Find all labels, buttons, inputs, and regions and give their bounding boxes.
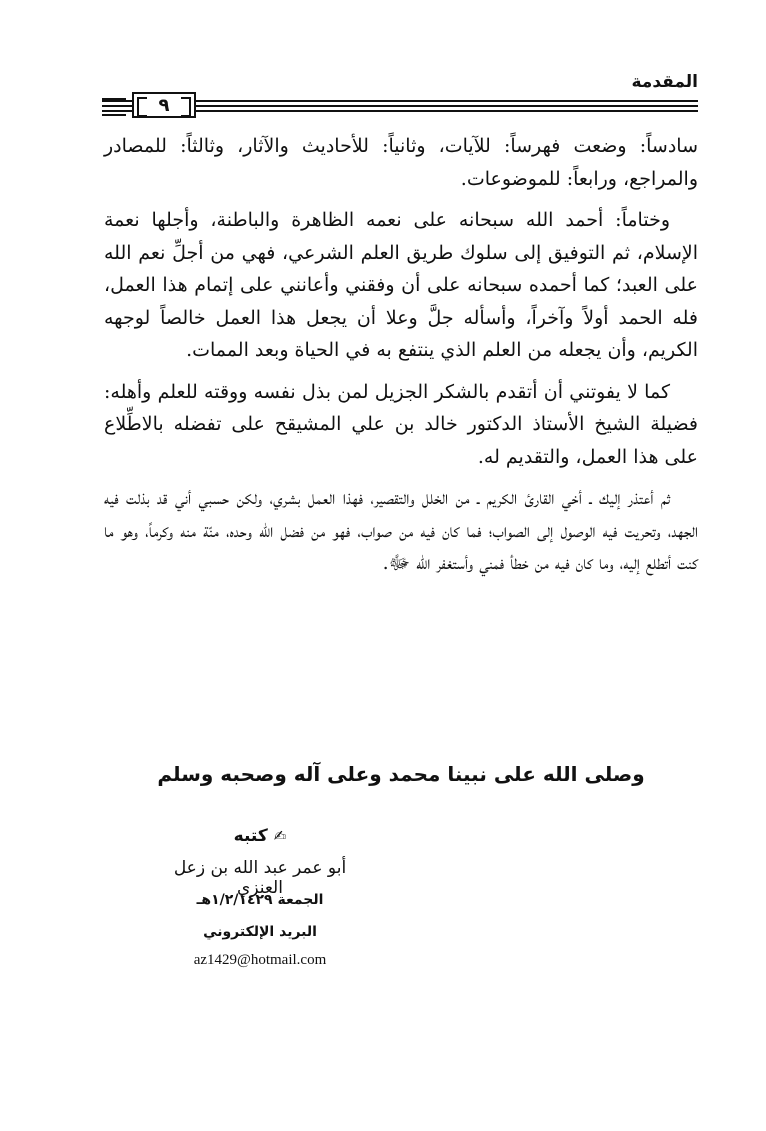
paragraph-thanks: كما لا يفوتني أن أتقدم بالشكر الجزيل لمن بذل نفسه ووقته للعلم وأهله: فضيلة الشيخ الأستاذ الدكتور خالد بن علي المشيقح على تفضله بالاطِّلاع على هذا العمل، والتقديم له.: [104, 380, 698, 468]
email-address: az1429@hotmail.com: [193, 952, 327, 968]
signature-date: الجمعة ١/٢/١٤٢٩هـ: [196, 892, 324, 908]
paragraph-apology: ثم أعتذر إليك ـ أخي القارئ الكريم ـ من الخلل والتقصير، فهذا العمل بشري، ولكن حسبي أني قد بذلت فيه الجهد، وتحريت فيه الوصول إلى الصواب؛ فما كان فيه من صواب، فهو من فضل الله وحده، منّة منه وكرماً، وهو ما كنت أتطلع إليه، وما كان فيه من خطأ فمني وأستغفر الله ﷻ.: [104, 487, 698, 574]
rule-end-cap: [102, 98, 126, 116]
closing-prayer: وصلى الله على نبينا محمد وعلى آله وصحبه وسلم: [157, 762, 645, 786]
signature-wrote: [150, 826, 370, 846]
chapter-title: المقدمة: [631, 72, 698, 92]
page-number: ٩: [158, 94, 170, 116]
header-rule: [102, 92, 698, 118]
author-name: أبو عمر عبد الله بن زعل العنزي: [173, 858, 347, 898]
email-label: البريد الإلكتروني: [203, 924, 317, 940]
body-text: [104, 130, 698, 589]
page-number-box: [132, 92, 196, 118]
paragraph-conclusion: وختاماً: أحمد الله سبحانه على نعمه الظاهرة والباطنة، وأجلها نعمة الإسلام، ثم التوفيق إلى سلوك طريق العلم الشرعي، فهي من أجلِّ نعم الله على العبد؛ كما أحمده سبحانه على أن وفقني وأعانني على إتمام هذا العمل، فله الحمد أولاً وآخراً، وأسأله جلَّ وعلا أن يجعل هذا العمل خالصاً لوجهه الكريم، وأن يجعله من العلم الذي ينتفع به في الحياة وبعد الممات.: [104, 209, 698, 361]
pen-icon: ✍: [273, 827, 287, 845]
paragraph-indexes: سادساً: وضعت فهرساً: للآيات، وثانياً: للأحاديث والآثار، وثالثاً: للمصادر والمراجع، ورابعاً: للموضوعات.: [104, 135, 698, 190]
wrote-label: كتبه: [233, 826, 268, 846]
